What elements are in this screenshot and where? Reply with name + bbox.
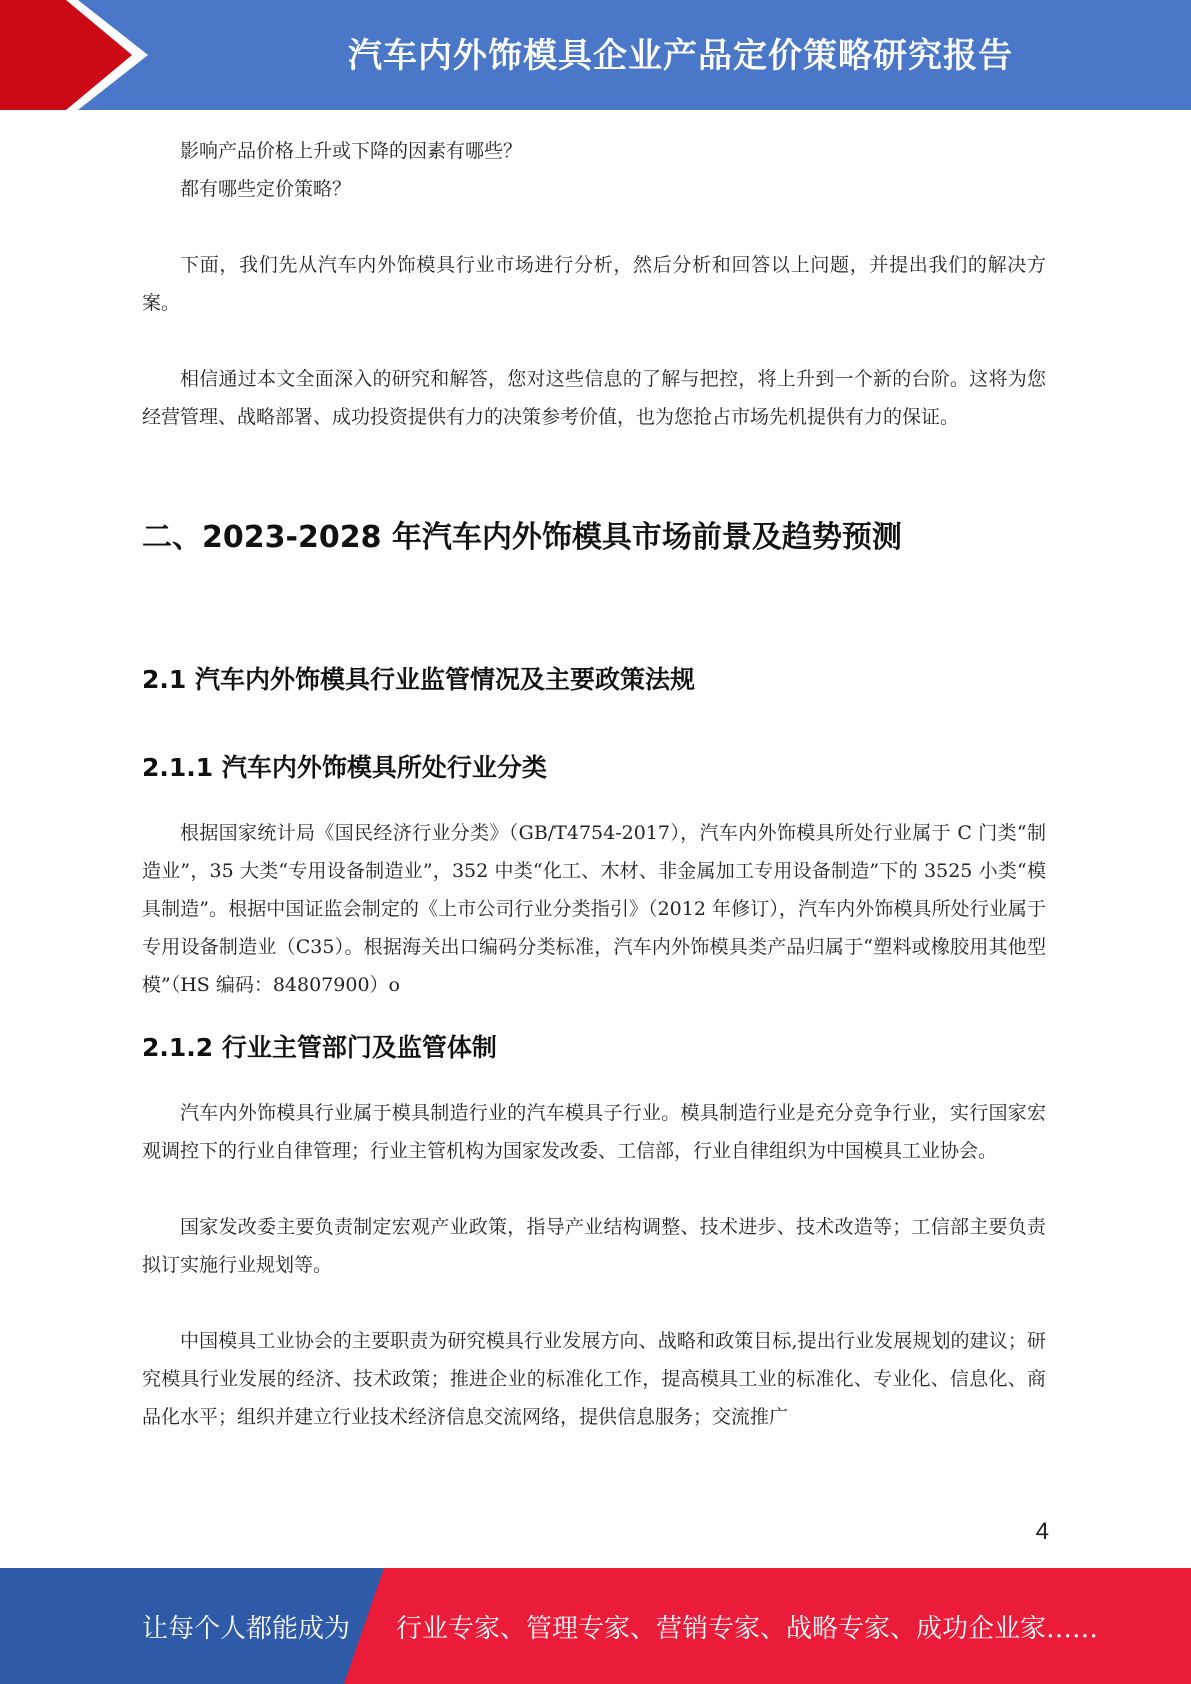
intro-paragraph: 下面，我们先从汽车内外饰模具行业市场进行分析，然后分析和回答以上问题，并提出我们的解决方案。 [142, 254, 1046, 314]
page-number: 4 [1035, 1518, 1049, 1545]
document-body [142, 132, 1046, 1436]
spacer [142, 1170, 1046, 1208]
value-paragraph: 相信通过本文全面深入的研究和解答，您对这些信息的了解与把控，将上升到一个新的台阶。这将为您经营管理、战略部署、成功投资提供有力的决策参考价值，也为您抢占市场先机提供有力的保证。 [142, 368, 1046, 428]
page-header [0, 0, 1191, 110]
regulation-paragraph-1: 汽车内外饰模具行业属于模具制造行业的汽车模具子行业。模具制造行业是充分竞争行业，实行国家宏观调控下的行业自律管理；行业主管机构为国家发改委、工信部，行业自律组织为中国模具工业协会。 [142, 1102, 1046, 1162]
question-2: 都有哪些定价策略？ [180, 178, 352, 200]
spacer [142, 322, 1046, 360]
section-2-1-1-heading: 2.1.1 汽车内外饰模具所处行业分类 [142, 753, 547, 782]
document-title: 汽车内外饰模具企业产品定价策略研究报告 [348, 36, 1013, 76]
section-2-heading: 二、2023-2028 年汽车内外饰模具市场前景及趋势预测 [142, 520, 902, 555]
regulation-paragraph-2: 国家发改委主要负责制定宏观产业政策，指导产业结构调整、技术进步、技术改造等；工信部主要负责拟订实施行业规划等。 [142, 1216, 1046, 1276]
spacer [142, 696, 1046, 748]
page-footer [0, 1568, 1191, 1684]
spacer [142, 436, 1046, 512]
section-2-1-heading: 2.1 汽车内外饰模具行业监管情况及主要政策法规 [142, 665, 695, 694]
section-2-1-2-heading: 2.1.2 行业主管部门及监管体制 [142, 1033, 497, 1062]
spacer [142, 556, 1046, 660]
spacer [142, 1284, 1046, 1322]
regulation-paragraph-3: 中国模具工业协会的主要职责为研究模具行业发展方向、战略和政策目标,提出行业发展规划的建议；研究模具行业发展的经济、技术政策；推进企业的标准化工作，提高模具工业的标准化、专业化、信息化、商品化水平；组织并建立行业技术经济信息交流网络，提供信息服务；交流推广 [142, 1330, 1046, 1428]
footer-slogan-right: 行业专家、管理专家、营销专家、战略专家、成功企业家…… [396, 1614, 1099, 1644]
spacer [142, 784, 1046, 814]
question-1: 影响产品价格上升或下降的因素有哪些？ [180, 140, 523, 162]
footer-slogan-left: 让每个人都能成为 [142, 1614, 351, 1644]
industry-classification-paragraph: 根据国家统计局《国民经济行业分类》（GB/T4754-2017），汽车内外饰模具所处行业属于 C 门类“制造业”，35 大类“专用设备制造业”，352 中类“化工、木材、非金属加工专用设备制造”下的 3525 小类“模具制造”。根据中国证监会制定的《上市公司行业分类指引》（2012 年修订），汽车内外饰模具所处行业属于专用设备制造业（C35）。根据海关出口编码分类标准，汽车内外饰模具类产品归属于“塑料或橡胶用其他型模”（HS 编码：84807900）o [142, 822, 1046, 996]
spacer [142, 1004, 1046, 1028]
spacer [142, 208, 1046, 246]
spacer [142, 1064, 1046, 1094]
